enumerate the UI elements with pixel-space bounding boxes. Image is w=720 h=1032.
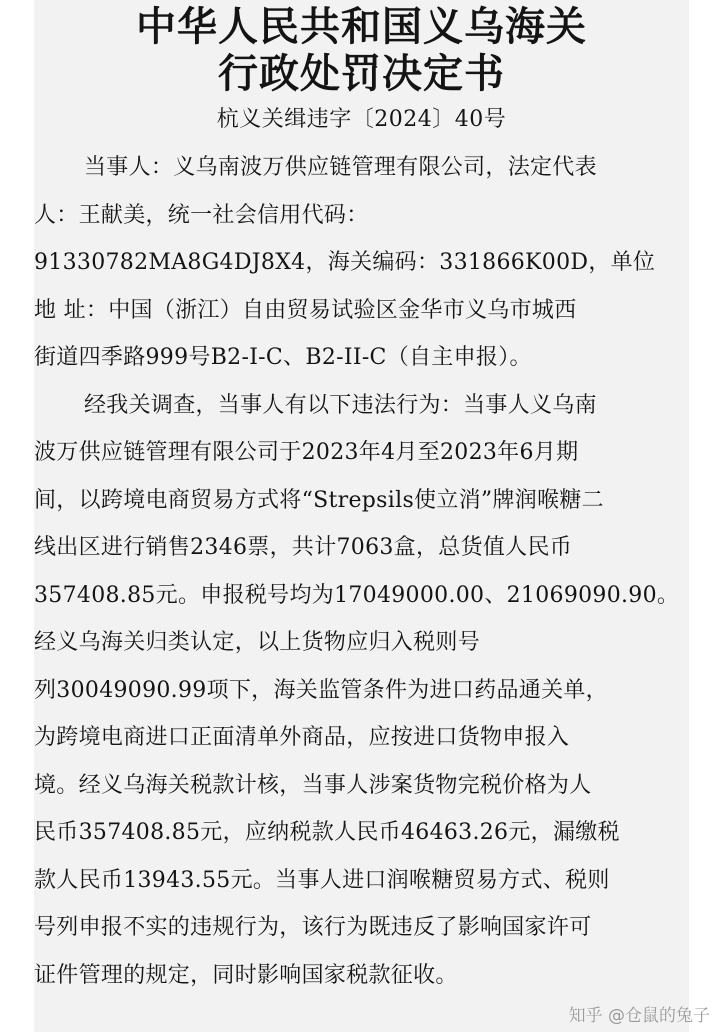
body-line: 民币357408.85元，应纳税款人民币46463.26元，漏缴税 [34,820,620,845]
body-line: 款人民币13943.55元。当事人进口润喉糖贸易方式、税则 [34,867,610,893]
body-line: 间，以跨境电商贸易方式将“Strepsils使立消”牌润喉糖二 [34,487,604,513]
body-line: 线出区进行销售2346票，共计7063盒，总货值人民币 [34,535,573,560]
watermark: 知乎 @仓鼠的兔子 [568,1006,710,1026]
body-line: 经我关调查，当事人有以下违法行为：当事人义乌南 [84,392,597,418]
document-body [34,144,689,999]
body-line: 街道四季路999号B2-I-C、B2-II-C（自主申报）。 [34,345,532,370]
body-line: 证件管理的规定，同时影响国家税款征收。 [34,962,458,988]
document-page [34,0,689,1032]
body-line: 列30049090.99项下，海关监管条件为进口药品通关单， [34,677,608,703]
body-line: 当事人：义乌南波万供应链管理有限公司，法定代表 [84,155,597,180]
document-title-line-1: 中华人民共和国义乌海关 [136,4,587,50]
body-line: 境。经义乌海关税款计核，当事人涉案货物完税价格为人 [34,772,592,798]
document-title-line-2: 行政处罚决定书 [218,51,505,97]
body-line: 波万供应链管理有限公司于2023年4月至2023年6月期 [34,440,579,465]
body-line: 经义乌海关归类认定，以上货物应归入税则号 [34,630,481,655]
body-line: 人：王献美，统一社会信用代码： [34,202,369,228]
body-line: 号列申报不实的违规行为，该行为既违反了影响国家许可 [34,915,592,940]
body-line: 为跨境电商进口正面清单外商品，应按进口货物申报入 [34,725,570,750]
document-number: 杭义关缉违字〔2024〕40号 [216,107,507,132]
body-line: 91330782MA8G4DJ8X4，海关编码：331866K00D，单位 [34,250,656,275]
body-line: 地 址：中国（浙江）自由贸易试验区金华市义乌市城西 [34,297,577,323]
body-line: 357408.85元。申报税号均为17049000.00、21069090.90。 [34,582,680,608]
